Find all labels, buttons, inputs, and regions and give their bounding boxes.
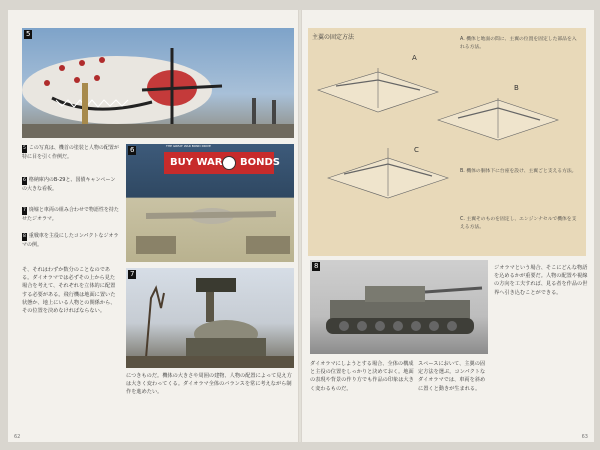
body-paragraph: につきものだ。機体の大きさや周囲の建物、人物の配置によって見え方は大きく変わってくる。ダイオラマ全体のバランスを常に考えながら制作を進めたい。 (126, 373, 292, 396)
photo-8-tank (310, 260, 488, 354)
left-page (8, 10, 298, 442)
bomber-illustration (126, 144, 294, 262)
tank-illustration (310, 260, 488, 354)
body-text-right-col2 (418, 360, 490, 436)
caption-number: 5 (23, 146, 26, 151)
body-paragraph: ジオラマという場合、そこにどんな物語を込めるかが重要だ。人物の配置や視線の方向を工夫すれば、見る者を作品の世界へ引き込むことができる。 (494, 265, 588, 296)
diagram-label-c: C (414, 146, 419, 154)
caption-number: 7 (23, 208, 26, 213)
body-paragraph: そ、それはわずか数分のことなのである。ダイオラマでは必ずその上から見た場合を考えて、それぞれを立体的に配置する必要がある。飛行機は地面に置いた状態か、地上にいる人物との関係から、その位置を決めなければならない。 (22, 267, 116, 315)
photo-number: 8 (314, 262, 319, 270)
body-text-right-col1 (310, 360, 414, 436)
diagram-label-b: B (514, 84, 519, 92)
banner-text-left: BUY WAR (170, 157, 223, 168)
banner-top-text: THE GREAT WAR BOND DRIVE (166, 144, 211, 148)
caption-5 (22, 144, 120, 161)
diagram-title: 主翼の固定方法 (312, 34, 355, 41)
body-text-left-col (22, 266, 118, 434)
body-paragraph: ダイオラマにしようとする場合、全体の構成と主役の位置をしっかりと決めておく。地面の表現や背景の作り方でも作品の印象は大きく変わるものだ。 (310, 361, 414, 392)
caption-text: 廃墟と車両の組み合わせで物語性を持たせたジオラマ。 (22, 207, 119, 222)
caption-6 (22, 176, 120, 193)
right-page (302, 10, 594, 442)
caption-7 (22, 206, 120, 223)
caption-number: 8 (23, 234, 26, 239)
page-number-right: 63 (581, 434, 588, 440)
banner-text-right: BONDS (240, 157, 280, 168)
caption-8 (22, 232, 120, 249)
body-text-right-col3 (494, 264, 588, 436)
photo-number: 5 (26, 30, 31, 38)
photo-7-ruins (126, 268, 294, 368)
photo-5-aircraft (22, 28, 294, 138)
caption-text: 重戦車を主役にしたコンパクトなジオラマの例。 (22, 233, 119, 248)
body-text-left-col2 (126, 372, 294, 436)
caption-text: 格納庫内のB-29と、国債キャンペーンの大きな看板。 (22, 177, 116, 192)
aircraft-illustration (22, 28, 294, 138)
diagram-note-c: C. 主翼そのものを固定し、エンジンナセルで機体を支える方法。 (460, 217, 577, 230)
ruins-illustration (126, 268, 294, 368)
diagram-note-a: A. 機体と地面の間に、主翼の位置を固定した部品を入れる方法。 (460, 37, 577, 50)
photo-6-hangar (126, 144, 294, 262)
photo-number: 7 (130, 270, 135, 278)
diagram-note-b: B. 機体の胴体下に台座を設け、主翼ごと支える方法。 (460, 169, 577, 174)
photo-number: 6 (130, 146, 135, 154)
caption-text: この写真は、機首の塗装と人物の配置が特に目を引く作例だ。 (22, 145, 119, 160)
wing-fixing-diagram (308, 28, 586, 256)
diagram-label-a: A (412, 54, 417, 62)
page-number-left: 62 (14, 434, 21, 440)
body-paragraph: スペースにおいて、主翼の固定方法を選ぶ。コンパクトなダイオラマでは、車両を斜めに置くと動きが生まれる。 (418, 361, 486, 392)
caption-number: 6 (23, 178, 26, 183)
